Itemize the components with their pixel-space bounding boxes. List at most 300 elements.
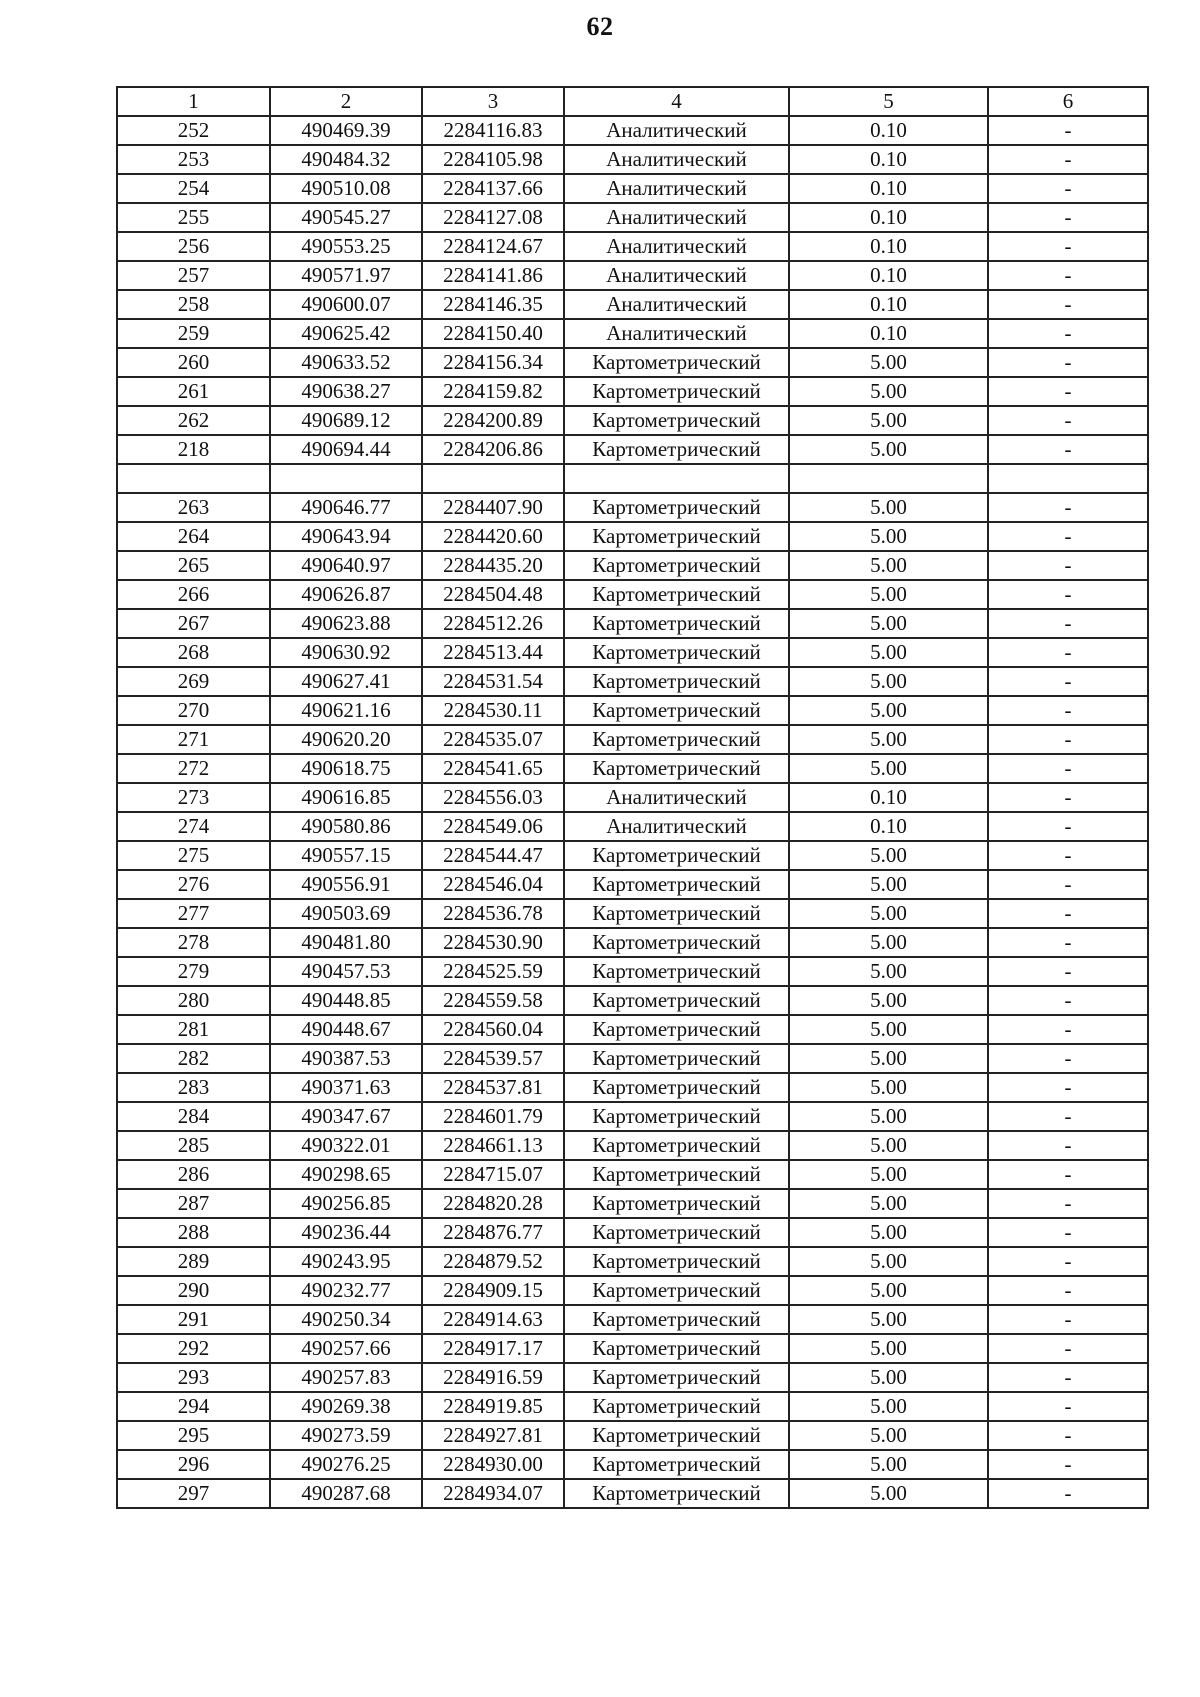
cell-method: Картометрический (564, 899, 789, 928)
cell-accuracy: 5.00 (789, 406, 988, 435)
cell-accuracy: 0.10 (789, 203, 988, 232)
cell-y-coordinate: 2284530.11 (422, 696, 564, 725)
cell-accuracy: 5.00 (789, 1363, 988, 1392)
cell-method (564, 464, 789, 493)
cell-accuracy: 5.00 (789, 1218, 988, 1247)
cell-x-coordinate: 490626.87 (270, 580, 422, 609)
cell-x-coordinate: 490503.69 (270, 899, 422, 928)
cell-point-number: 268 (117, 638, 270, 667)
cell-x-coordinate: 490630.92 (270, 638, 422, 667)
cell-y-coordinate: 2284124.67 (422, 232, 564, 261)
table-row (117, 116, 1148, 145)
cell-y-coordinate: 2284934.07 (422, 1479, 564, 1508)
cell-point-number: 297 (117, 1479, 270, 1508)
cell-accuracy: 5.00 (789, 493, 988, 522)
cell-point-number: 282 (117, 1044, 270, 1073)
cell-y-coordinate: 2284525.59 (422, 957, 564, 986)
cell-x-coordinate: 490269.38 (270, 1392, 422, 1421)
cell-method: Аналитический (564, 116, 789, 145)
table-row (117, 290, 1148, 319)
cell-y-coordinate: 2284504.48 (422, 580, 564, 609)
cell-y-coordinate: 2284435.20 (422, 551, 564, 580)
cell-y-coordinate: 2284407.90 (422, 493, 564, 522)
cell-y-coordinate: 2284559.58 (422, 986, 564, 1015)
cell-point-number: 253 (117, 145, 270, 174)
cell-note: - (988, 638, 1148, 667)
cell-method: Картометрический (564, 1218, 789, 1247)
cell-point-number: 281 (117, 1015, 270, 1044)
cell-y-coordinate: 2284137.66 (422, 174, 564, 203)
cell-accuracy: 0.10 (789, 116, 988, 145)
cell-method: Картометрический (564, 696, 789, 725)
cell-note: - (988, 435, 1148, 464)
header-cell-y-coordinate: 3 (422, 87, 564, 116)
cell-accuracy: 5.00 (789, 580, 988, 609)
cell-point-number: 283 (117, 1073, 270, 1102)
table-row (117, 1363, 1148, 1392)
table-row (117, 1334, 1148, 1363)
cell-y-coordinate: 2284546.04 (422, 870, 564, 899)
table-row (117, 493, 1148, 522)
cell-note: - (988, 928, 1148, 957)
cell-x-coordinate: 490236.44 (270, 1218, 422, 1247)
cell-y-coordinate: 2284159.82 (422, 377, 564, 406)
cell-method: Картометрический (564, 1479, 789, 1508)
cell-method: Картометрический (564, 1247, 789, 1276)
cell-point-number: 270 (117, 696, 270, 725)
cell-accuracy: 5.00 (789, 1479, 988, 1508)
table-row (117, 696, 1148, 725)
cell-note: - (988, 203, 1148, 232)
cell-point-number: 277 (117, 899, 270, 928)
table-row (117, 638, 1148, 667)
cell-note: - (988, 290, 1148, 319)
cell-accuracy: 5.00 (789, 841, 988, 870)
table-row (117, 986, 1148, 1015)
cell-x-coordinate: 490618.75 (270, 754, 422, 783)
cell-note: - (988, 1218, 1148, 1247)
cell-x-coordinate: 490276.25 (270, 1450, 422, 1479)
cell-y-coordinate: 2284601.79 (422, 1102, 564, 1131)
cell-x-coordinate: 490481.80 (270, 928, 422, 957)
cell-x-coordinate: 490457.53 (270, 957, 422, 986)
cell-method: Картометрический (564, 725, 789, 754)
cell-accuracy: 5.00 (789, 928, 988, 957)
cell-y-coordinate: 2284512.26 (422, 609, 564, 638)
cell-point-number: 287 (117, 1189, 270, 1218)
cell-point-number: 294 (117, 1392, 270, 1421)
table-row (117, 1102, 1148, 1131)
header-cell-x-coordinate: 2 (270, 87, 422, 116)
cell-note: - (988, 1131, 1148, 1160)
cell-accuracy: 0.10 (789, 232, 988, 261)
cell-method: Картометрический (564, 551, 789, 580)
cell-point-number: 265 (117, 551, 270, 580)
cell-point-number: 286 (117, 1160, 270, 1189)
cell-point-number: 259 (117, 319, 270, 348)
cell-accuracy: 5.00 (789, 986, 988, 1015)
table-row (117, 377, 1148, 406)
cell-accuracy: 0.10 (789, 290, 988, 319)
table-row (117, 754, 1148, 783)
cell-method: Картометрический (564, 493, 789, 522)
cell-note: - (988, 232, 1148, 261)
cell-note: - (988, 1189, 1148, 1218)
cell-accuracy: 5.00 (789, 957, 988, 986)
cell-y-coordinate: 2284127.08 (422, 203, 564, 232)
cell-y-coordinate: 2284876.77 (422, 1218, 564, 1247)
cell-accuracy: 5.00 (789, 1450, 988, 1479)
cell-method: Картометрический (564, 667, 789, 696)
cell-x-coordinate: 490298.65 (270, 1160, 422, 1189)
cell-point-number: 267 (117, 609, 270, 638)
cell-accuracy: 5.00 (789, 1392, 988, 1421)
cell-x-coordinate: 490232.77 (270, 1276, 422, 1305)
cell-y-coordinate: 2284116.83 (422, 116, 564, 145)
cell-point-number: 290 (117, 1276, 270, 1305)
cell-method: Аналитический (564, 319, 789, 348)
cell-point-number: 288 (117, 1218, 270, 1247)
cell-note: - (988, 174, 1148, 203)
cell-note: - (988, 870, 1148, 899)
table-row (117, 522, 1148, 551)
table-row (117, 174, 1148, 203)
cell-note: - (988, 1363, 1148, 1392)
cell-accuracy: 5.00 (789, 899, 988, 928)
cell-method: Аналитический (564, 203, 789, 232)
cell-point-number: 291 (117, 1305, 270, 1334)
cell-point-number: 296 (117, 1450, 270, 1479)
cell-point-number: 275 (117, 841, 270, 870)
cell-point-number: 262 (117, 406, 270, 435)
cell-y-coordinate: 2284556.03 (422, 783, 564, 812)
cell-note: - (988, 725, 1148, 754)
cell-note: - (988, 696, 1148, 725)
cell-accuracy: 5.00 (789, 667, 988, 696)
cell-accuracy (789, 464, 988, 493)
cell-x-coordinate: 490256.85 (270, 1189, 422, 1218)
cell-note: - (988, 841, 1148, 870)
cell-x-coordinate: 490633.52 (270, 348, 422, 377)
cell-x-coordinate: 490553.25 (270, 232, 422, 261)
cell-method: Аналитический (564, 290, 789, 319)
cell-x-coordinate: 490556.91 (270, 870, 422, 899)
cell-x-coordinate: 490273.59 (270, 1421, 422, 1450)
cell-x-coordinate: 490322.01 (270, 1131, 422, 1160)
cell-y-coordinate: 2284531.54 (422, 667, 564, 696)
table-row (117, 1479, 1148, 1508)
cell-y-coordinate: 2284420.60 (422, 522, 564, 551)
cell-note: - (988, 551, 1148, 580)
cell-method: Аналитический (564, 261, 789, 290)
cell-y-coordinate: 2284537.81 (422, 1073, 564, 1102)
cell-point-number: 258 (117, 290, 270, 319)
cell-note: - (988, 1450, 1148, 1479)
cell-y-coordinate: 2284916.59 (422, 1363, 564, 1392)
cell-y-coordinate: 2284549.06 (422, 812, 564, 841)
cell-x-coordinate: 490484.32 (270, 145, 422, 174)
table-row (117, 232, 1148, 261)
cell-note: - (988, 1247, 1148, 1276)
cell-note: - (988, 812, 1148, 841)
cell-y-coordinate: 2284206.86 (422, 435, 564, 464)
cell-method: Аналитический (564, 783, 789, 812)
cell-note (988, 464, 1148, 493)
cell-x-coordinate: 490250.34 (270, 1305, 422, 1334)
cell-y-coordinate: 2284914.63 (422, 1305, 564, 1334)
cell-point-number: 263 (117, 493, 270, 522)
cell-x-coordinate: 490545.27 (270, 203, 422, 232)
cell-y-coordinate: 2284544.47 (422, 841, 564, 870)
cell-point-number: 260 (117, 348, 270, 377)
cell-note: - (988, 1305, 1148, 1334)
cell-y-coordinate: 2284919.85 (422, 1392, 564, 1421)
cell-point-number: 218 (117, 435, 270, 464)
cell-x-coordinate: 490448.85 (270, 986, 422, 1015)
cell-accuracy: 5.00 (789, 377, 988, 406)
table-row (117, 1160, 1148, 1189)
cell-point-number: 289 (117, 1247, 270, 1276)
cell-y-coordinate: 2284535.07 (422, 725, 564, 754)
cell-y-coordinate: 2284541.65 (422, 754, 564, 783)
cell-note: - (988, 1479, 1148, 1508)
cell-method: Картометрический (564, 1102, 789, 1131)
cell-y-coordinate: 2284927.81 (422, 1421, 564, 1450)
cell-x-coordinate: 490638.27 (270, 377, 422, 406)
cell-accuracy: 5.00 (789, 609, 988, 638)
cell-method: Аналитический (564, 145, 789, 174)
cell-method: Картометрический (564, 1305, 789, 1334)
cell-method: Картометрический (564, 986, 789, 1015)
cell-method: Картометрический (564, 754, 789, 783)
cell-x-coordinate: 490469.39 (270, 116, 422, 145)
cell-x-coordinate: 490616.85 (270, 783, 422, 812)
cell-accuracy: 5.00 (789, 754, 988, 783)
table-body (117, 87, 1148, 1508)
cell-note: - (988, 319, 1148, 348)
table-row (117, 1131, 1148, 1160)
header-cell-method: 4 (564, 87, 789, 116)
cell-accuracy: 5.00 (789, 1305, 988, 1334)
cell-note: - (988, 1276, 1148, 1305)
cell-accuracy: 0.10 (789, 261, 988, 290)
cell-method: Картометрический (564, 841, 789, 870)
cell-x-coordinate: 490621.16 (270, 696, 422, 725)
cell-y-coordinate: 2284661.13 (422, 1131, 564, 1160)
cell-note: - (988, 783, 1148, 812)
cell-note: - (988, 522, 1148, 551)
cell-y-coordinate: 2284200.89 (422, 406, 564, 435)
cell-accuracy: 0.10 (789, 174, 988, 203)
cell-accuracy: 5.00 (789, 1102, 988, 1131)
table-row (117, 435, 1148, 464)
table-row (117, 783, 1148, 812)
table-row (117, 812, 1148, 841)
cell-note: - (988, 377, 1148, 406)
table-row (117, 1450, 1148, 1479)
cell-point-number: 264 (117, 522, 270, 551)
table-row (117, 928, 1148, 957)
cell-accuracy: 5.00 (789, 696, 988, 725)
cell-point-number: 284 (117, 1102, 270, 1131)
cell-accuracy: 0.10 (789, 145, 988, 174)
cell-accuracy: 5.00 (789, 348, 988, 377)
cell-note: - (988, 1073, 1148, 1102)
table-row (117, 1218, 1148, 1247)
cell-note: - (988, 1160, 1148, 1189)
cell-point-number: 292 (117, 1334, 270, 1363)
cell-y-coordinate: 2284539.57 (422, 1044, 564, 1073)
cell-note: - (988, 609, 1148, 638)
cell-note: - (988, 1334, 1148, 1363)
cell-point-number: 271 (117, 725, 270, 754)
cell-method: Картометрический (564, 1450, 789, 1479)
cell-note: - (988, 754, 1148, 783)
cell-accuracy: 5.00 (789, 1044, 988, 1073)
cell-y-coordinate: 2284146.35 (422, 290, 564, 319)
cell-x-coordinate: 490571.97 (270, 261, 422, 290)
cell-method: Картометрический (564, 1015, 789, 1044)
table-row (117, 1421, 1148, 1450)
cell-note: - (988, 957, 1148, 986)
cell-note: - (988, 261, 1148, 290)
cell-note: - (988, 145, 1148, 174)
cell-method: Картометрический (564, 1189, 789, 1218)
cell-note: - (988, 1102, 1148, 1131)
cell-y-coordinate: 2284141.86 (422, 261, 564, 290)
cell-method: Картометрический (564, 870, 789, 899)
cell-method: Картометрический (564, 406, 789, 435)
cell-x-coordinate: 490694.44 (270, 435, 422, 464)
cell-method: Аналитический (564, 812, 789, 841)
cell-point-number: 256 (117, 232, 270, 261)
cell-y-coordinate: 2284917.17 (422, 1334, 564, 1363)
cell-x-coordinate: 490347.67 (270, 1102, 422, 1131)
cell-note: - (988, 116, 1148, 145)
cell-method: Аналитический (564, 232, 789, 261)
cell-x-coordinate: 490510.08 (270, 174, 422, 203)
cell-method: Картометрический (564, 1392, 789, 1421)
cell-note: - (988, 348, 1148, 377)
table-row (117, 1276, 1148, 1305)
table-row (117, 406, 1148, 435)
cell-accuracy: 5.00 (789, 870, 988, 899)
cell-note: - (988, 406, 1148, 435)
table-row (117, 1044, 1148, 1073)
cell-point-number: 255 (117, 203, 270, 232)
cell-y-coordinate: 2284879.52 (422, 1247, 564, 1276)
cell-point-number: 285 (117, 1131, 270, 1160)
header-row (117, 87, 1148, 116)
cell-x-coordinate: 490646.77 (270, 493, 422, 522)
cell-accuracy: 5.00 (789, 1189, 988, 1218)
cell-point-number: 276 (117, 870, 270, 899)
cell-method: Картометрический (564, 1044, 789, 1073)
cell-accuracy: 5.00 (789, 1073, 988, 1102)
table-row (117, 1015, 1148, 1044)
cell-accuracy: 5.00 (789, 1131, 988, 1160)
cell-note: - (988, 1421, 1148, 1450)
cell-x-coordinate: 490557.15 (270, 841, 422, 870)
cell-method: Картометрический (564, 1334, 789, 1363)
cell-point-number: 269 (117, 667, 270, 696)
cell-note: - (988, 1392, 1148, 1421)
cell-method: Картометрический (564, 1276, 789, 1305)
table-row (117, 870, 1148, 899)
cell-accuracy: 0.10 (789, 319, 988, 348)
table-row (117, 348, 1148, 377)
cell-x-coordinate: 490625.42 (270, 319, 422, 348)
table-row (117, 1189, 1148, 1218)
cell-point-number: 252 (117, 116, 270, 145)
header-cell-note: 6 (988, 87, 1148, 116)
cell-point-number: 257 (117, 261, 270, 290)
cell-point-number: 278 (117, 928, 270, 957)
cell-x-coordinate: 490243.95 (270, 1247, 422, 1276)
cell-point-number: 295 (117, 1421, 270, 1450)
cell-x-coordinate: 490287.68 (270, 1479, 422, 1508)
cell-accuracy: 5.00 (789, 1276, 988, 1305)
cell-method: Картометрический (564, 609, 789, 638)
cell-method: Картометрический (564, 1073, 789, 1102)
cell-method: Картометрический (564, 638, 789, 667)
cell-accuracy: 0.10 (789, 783, 988, 812)
cell-accuracy: 5.00 (789, 1160, 988, 1189)
cell-note: - (988, 580, 1148, 609)
cell-x-coordinate: 490257.66 (270, 1334, 422, 1363)
cell-x-coordinate: 490387.53 (270, 1044, 422, 1073)
cell-y-coordinate: 2284909.15 (422, 1276, 564, 1305)
cell-accuracy: 5.00 (789, 1334, 988, 1363)
cell-y-coordinate (422, 464, 564, 493)
cell-method: Картометрический (564, 1363, 789, 1392)
cell-method: Аналитический (564, 174, 789, 203)
cell-x-coordinate: 490371.63 (270, 1073, 422, 1102)
cell-point-number: 266 (117, 580, 270, 609)
table-row (117, 551, 1148, 580)
cell-x-coordinate: 490257.83 (270, 1363, 422, 1392)
table-row (117, 319, 1148, 348)
cell-y-coordinate: 2284715.07 (422, 1160, 564, 1189)
cell-point-number: 274 (117, 812, 270, 841)
cell-x-coordinate: 490640.97 (270, 551, 422, 580)
cell-method: Картометрический (564, 957, 789, 986)
cell-method: Картометрический (564, 522, 789, 551)
table-row (117, 899, 1148, 928)
cell-y-coordinate: 2284536.78 (422, 899, 564, 928)
cell-y-coordinate: 2284820.28 (422, 1189, 564, 1218)
cell-accuracy: 5.00 (789, 1247, 988, 1276)
cell-accuracy: 5.00 (789, 1421, 988, 1450)
cell-accuracy: 5.00 (789, 638, 988, 667)
cell-x-coordinate: 490580.86 (270, 812, 422, 841)
cell-y-coordinate: 2284156.34 (422, 348, 564, 377)
cell-x-coordinate (270, 464, 422, 493)
cell-note: - (988, 493, 1148, 522)
cell-point-number: 273 (117, 783, 270, 812)
cell-point-number: 279 (117, 957, 270, 986)
cell-method: Картометрический (564, 435, 789, 464)
cell-y-coordinate: 2284105.98 (422, 145, 564, 174)
page-number: 62 (586, 12, 614, 41)
cell-accuracy: 5.00 (789, 1015, 988, 1044)
cell-method: Картометрический (564, 580, 789, 609)
cell-point-number: 293 (117, 1363, 270, 1392)
cell-y-coordinate: 2284930.00 (422, 1450, 564, 1479)
cell-method: Картометрический (564, 348, 789, 377)
cell-y-coordinate: 2284530.90 (422, 928, 564, 957)
table-row (117, 841, 1148, 870)
